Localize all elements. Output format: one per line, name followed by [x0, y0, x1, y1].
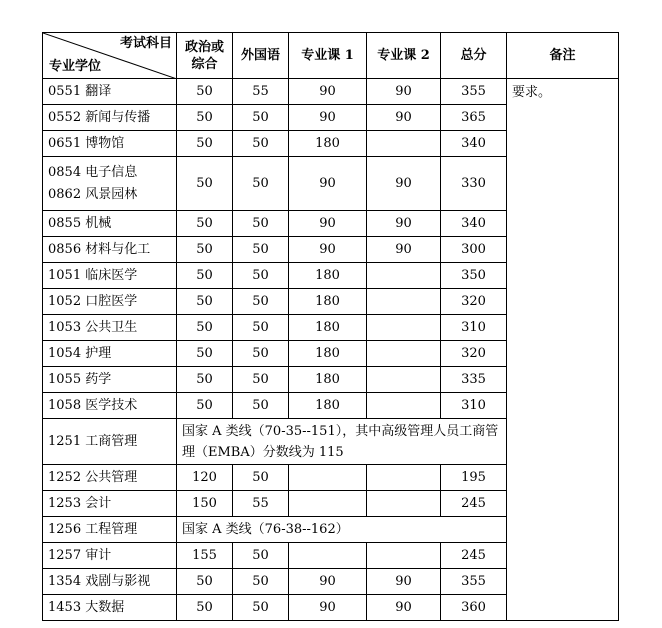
politics-score: 50: [177, 367, 233, 393]
foreign-score: 55: [233, 79, 289, 105]
course1-score: 90: [289, 569, 367, 595]
foreign-score: 50: [233, 465, 289, 491]
course2-score: [367, 393, 441, 419]
course1-score: 180: [289, 263, 367, 289]
note-cell: 要求。: [507, 79, 619, 621]
foreign-score: 50: [233, 543, 289, 569]
header-politics: 政治或综合: [177, 33, 233, 79]
major-name: 1453 大数据: [43, 595, 177, 621]
politics-score: 50: [177, 289, 233, 315]
major-name: 0651 博物馆: [43, 131, 177, 157]
course2-score: [367, 491, 441, 517]
major-name-line1: 0854 电子信息: [48, 164, 138, 180]
header-total: 总分: [441, 33, 507, 79]
total-score: 245: [441, 491, 507, 517]
course1-score: 90: [289, 211, 367, 237]
foreign-score: 50: [233, 105, 289, 131]
total-score: 350: [441, 263, 507, 289]
major-name: 1054 护理: [43, 341, 177, 367]
header-foreign: 外国语: [233, 33, 289, 79]
foreign-score: 50: [233, 131, 289, 157]
header-major: 专业学位: [49, 59, 102, 74]
foreign-score: 50: [233, 211, 289, 237]
total-score: 335: [441, 367, 507, 393]
politics-score: 50: [177, 131, 233, 157]
total-score: 340: [441, 131, 507, 157]
major-name: 0855 机械: [43, 211, 177, 237]
politics-score: 50: [177, 211, 233, 237]
course1-score: 180: [289, 289, 367, 315]
politics-score: 50: [177, 341, 233, 367]
politics-score: 120: [177, 465, 233, 491]
major-name: 0552 新闻与传播: [43, 105, 177, 131]
header-course1: 专业课 1: [289, 33, 367, 79]
total-score: 365: [441, 105, 507, 131]
course2-score: 90: [367, 79, 441, 105]
course1-score: [289, 543, 367, 569]
foreign-score: 50: [233, 393, 289, 419]
course1-score: 180: [289, 131, 367, 157]
course1-score: 90: [289, 105, 367, 131]
course1-score: 180: [289, 393, 367, 419]
course1-score: 90: [289, 595, 367, 621]
politics-score: 155: [177, 543, 233, 569]
politics-score: 50: [177, 393, 233, 419]
major-name: 0856 材料与化工: [43, 237, 177, 263]
total-score: 360: [441, 595, 507, 621]
course2-score: [367, 263, 441, 289]
foreign-score: 50: [233, 595, 289, 621]
course2-score: [367, 315, 441, 341]
major-name: 1055 药学: [43, 367, 177, 393]
course1-score: 180: [289, 367, 367, 393]
course2-score: 90: [367, 595, 441, 621]
major-name: [43, 157, 177, 211]
header-note: 备注: [507, 33, 619, 79]
course1-score: [289, 491, 367, 517]
header-diagonal-cell: [43, 33, 177, 79]
total-score: 320: [441, 341, 507, 367]
course2-score: [367, 465, 441, 491]
politics-score: 50: [177, 157, 233, 211]
major-name: 1253 会计: [43, 491, 177, 517]
header-row: [43, 33, 619, 79]
total-score: 310: [441, 315, 507, 341]
course1-score: 180: [289, 315, 367, 341]
major-name: 1058 医学技术: [43, 393, 177, 419]
foreign-score: 50: [233, 315, 289, 341]
total-score: 330: [441, 157, 507, 211]
total-score: 355: [441, 569, 507, 595]
politics-score: 50: [177, 105, 233, 131]
major-name: 1251 工商管理: [43, 419, 177, 465]
course1-score: [289, 465, 367, 491]
course1-score: 90: [289, 157, 367, 211]
foreign-score: 50: [233, 341, 289, 367]
total-score: 355: [441, 79, 507, 105]
course2-score: 90: [367, 569, 441, 595]
major-name: 1053 公共卫生: [43, 315, 177, 341]
foreign-score: 55: [233, 491, 289, 517]
major-name: 1354 戏剧与影视: [43, 569, 177, 595]
total-score: 245: [441, 543, 507, 569]
politics-score: 50: [177, 595, 233, 621]
total-score: 195: [441, 465, 507, 491]
header-exam-subject: 考试科目: [119, 36, 172, 51]
foreign-score: 50: [233, 289, 289, 315]
course1-score: 90: [289, 79, 367, 105]
course1-score: 180: [289, 341, 367, 367]
major-name: 0551 翻译: [43, 79, 177, 105]
merged-score-text: 国家 A 类线（70-35--151），其中高级管理人员工商管理（EMBA）分数线为 115: [177, 419, 507, 465]
course2-score: 90: [367, 237, 441, 263]
foreign-score: 50: [233, 157, 289, 211]
course2-score: 90: [367, 105, 441, 131]
table-row: [43, 79, 619, 105]
header-course2: 专业课 2: [367, 33, 441, 79]
course2-score: 90: [367, 211, 441, 237]
course2-score: [367, 131, 441, 157]
major-name: 1052 口腔医学: [43, 289, 177, 315]
politics-score: 50: [177, 315, 233, 341]
foreign-score: 50: [233, 367, 289, 393]
major-name: 1252 公共管理: [43, 465, 177, 491]
foreign-score: 50: [233, 237, 289, 263]
major-name-line2: 0862 风景园林: [48, 186, 138, 202]
total-score: 300: [441, 237, 507, 263]
course1-score: 90: [289, 237, 367, 263]
course2-score: [367, 367, 441, 393]
course2-score: [367, 341, 441, 367]
politics-score: 50: [177, 79, 233, 105]
foreign-score: 50: [233, 569, 289, 595]
politics-score: 50: [177, 263, 233, 289]
table-body: [43, 79, 619, 621]
politics-score: 50: [177, 237, 233, 263]
course2-score: [367, 289, 441, 315]
major-name: 1257 审计: [43, 543, 177, 569]
major-name: 1051 临床医学: [43, 263, 177, 289]
politics-score: 50: [177, 569, 233, 595]
foreign-score: 50: [233, 263, 289, 289]
course2-score: 90: [367, 157, 441, 211]
total-score: 340: [441, 211, 507, 237]
course2-score: [367, 543, 441, 569]
politics-score: 150: [177, 491, 233, 517]
score-table: [42, 32, 619, 621]
merged-score-text: 国家 A 类线（76-38--162）: [177, 517, 507, 543]
total-score: 320: [441, 289, 507, 315]
total-score: 310: [441, 393, 507, 419]
major-name: 1256 工程管理: [43, 517, 177, 543]
